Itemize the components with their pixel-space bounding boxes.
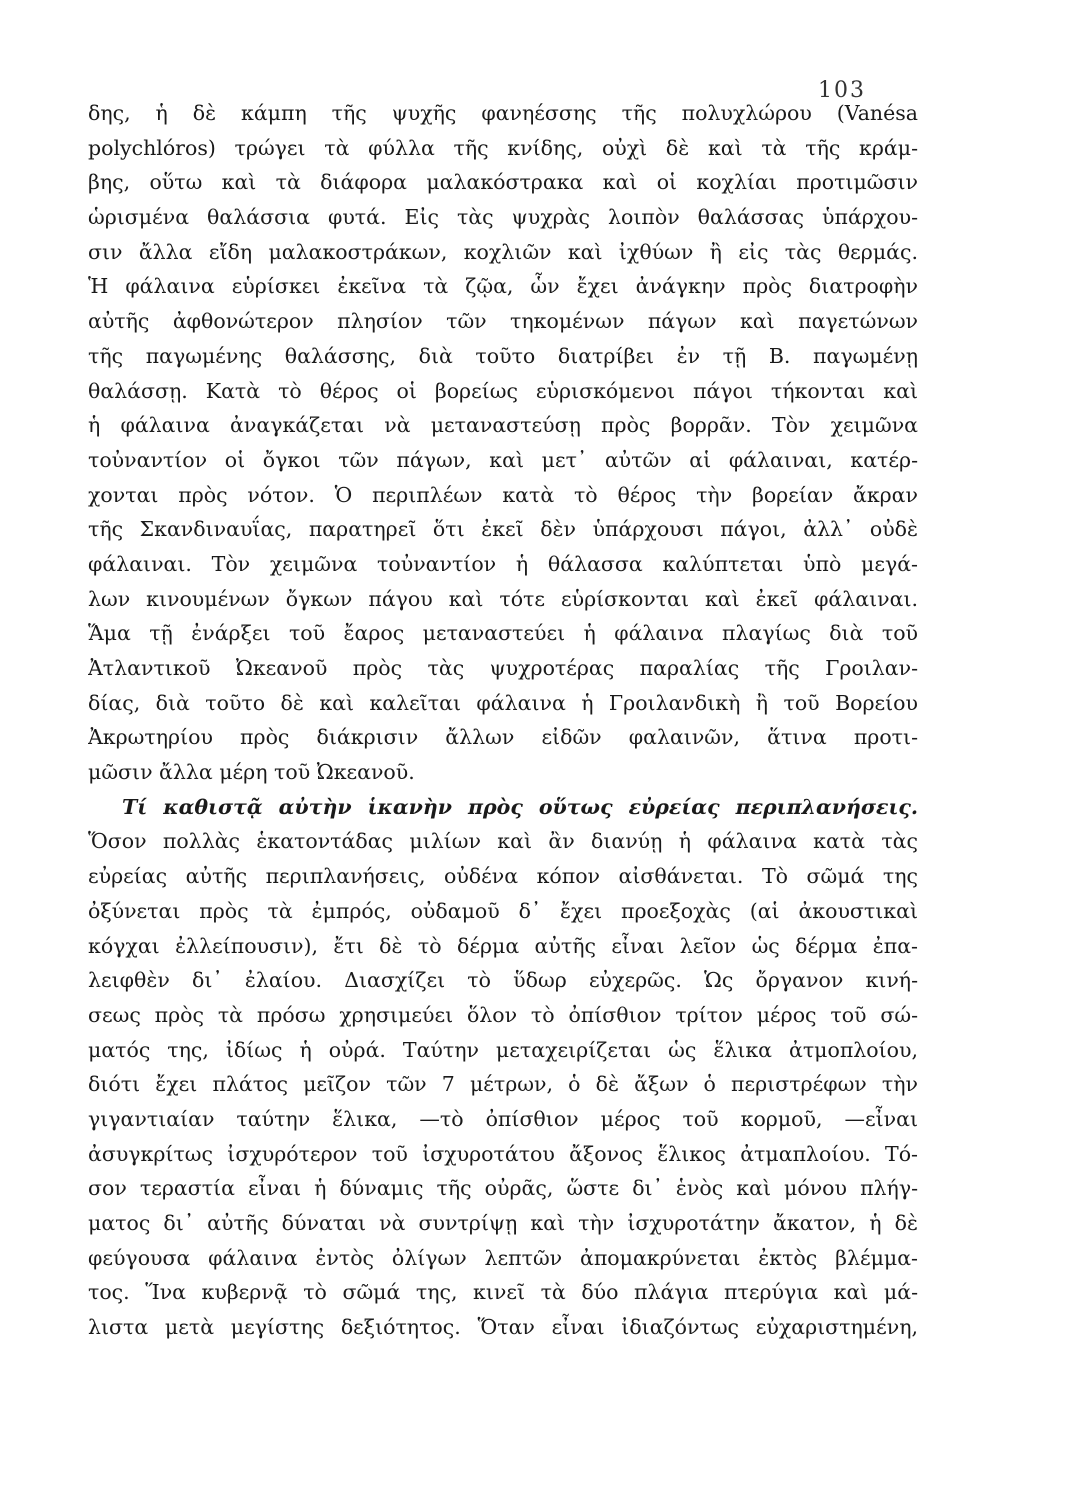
- text-line: Ἡ φάλαινα εὑρίσκει ἐκεῖνα τὰ ζῷα, ὧν ἔχει ἀνάγκην πρὸς διατροφὴν: [88, 274, 918, 299]
- text-line: χονται πρὸς νότον. Ὁ περιπλέων κατὰ τὸ θέρος τὴν βορείαν ἄκραν: [88, 482, 918, 507]
- text-line: ὀξύνεται πρὸς τὰ ἐμπρός, οὐδαμοῦ δ᾽ ἔχει προεξοχὰς (αἱ ἀκουστικαὶ: [88, 898, 918, 923]
- text-line: φάλαιναι. Τὸν χειμῶνα τοὐναντίον ἡ θάλασσα καλύπτεται ὑπὸ μεγά-: [88, 551, 918, 576]
- text-line: Ἀτλαντικοῦ Ὠκεανοῦ πρὸς τὰς ψυχροτέρας παραλίας τῆς Γροιλαν-: [88, 656, 918, 680]
- text-line: θαλάσσῃ. Κατὰ τὸ θέρος οἱ βορείως εὑρισκόμενοι πάγοι τήκονται καὶ: [88, 378, 918, 403]
- text-line: τῆς Σκανδιναυΐας, παρατηρεῖ ὅτι ἐκεῖ δὲν ὑπάρχουσι πάγοι, ἀλλ᾽ οὐδὲ: [88, 517, 918, 542]
- text-line: Ὅσον πολλὰς ἑκατοντάδας μιλίων καὶ ἂν διανύῃ ἡ φάλαινα κατὰ τὰς: [88, 829, 918, 854]
- text-line: τῆς παγωμένης θαλάσσης, διὰ τοῦτο διατρίβει ἐν τῇ Β. παγωμένῃ: [88, 343, 918, 368]
- text-line: δίας, διὰ τοῦτο δὲ καὶ καλεῖται φάλαινα ἡ Γροιλανδικὴ ἢ τοῦ Βορείου: [88, 690, 918, 715]
- text-line: φεύγουσα φάλαινα ἐντὸς ὀλίγων λεπτῶν ἀπομακρύνεται ἐκτὸς βλέμμα-: [88, 1245, 918, 1270]
- text-line: λιστα μετὰ μεγίστης δεξιότητος. Ὅταν εἶναι ἰδιαζόντως εὐχαριστημένη,: [88, 1315, 918, 1340]
- text-line: λειφθὲν δι᾽ ἐλαίου. Διασχίζει τὸ ὕδωρ εὐχερῶς. Ὡς ὄργανον κινή-: [88, 968, 918, 993]
- text-line: ὡρισμένα θαλάσσια φυτά. Εἰς τὰς ψυχρὰς λοιπὸν θαλάσσας ὑπάρχου-: [88, 205, 918, 230]
- text-line: ματος δι᾽ αὐτῆς δύναται νὰ συντρίψῃ καὶ τὴν ἰσχυροτάτην ἄκατον, ἡ δὲ: [88, 1211, 918, 1235]
- page-number: 103: [818, 78, 866, 103]
- text-line: ἡ φάλαινα ἀναγκάζεται νὰ μεταναστεύσῃ πρὸς βορρᾶν. Τὸν χειμῶνα: [88, 413, 918, 438]
- text-line: σον τεραστία εἶναι ἡ δύναμις τῆς οὐρᾶς, ὥστε δι᾽ ἑνὸς καὶ μόνου πλήγ-: [88, 1176, 918, 1201]
- section-heading: Τί καθιστᾷ αὐτὴν ἱκανὴν πρὸς οὕτως εὐρείας περιπλανήσεις.: [122, 794, 918, 819]
- text-line: polychlóros) τρώγει τὰ φύλλα τῆς κνίδης, οὐχὶ δὲ καὶ τὰ τῆς κράμ-: [88, 135, 918, 160]
- page-body: [88, 96, 918, 1345]
- text-line: σεως πρὸς τὰ πρόσω χρησιμεύει ὅλον τὸ ὀπίσθιον τρίτον μέρος τοῦ σώ-: [88, 1002, 918, 1027]
- text-line: κόγχαι ἐλλείπουσιν), ἔτι δὲ τὸ δέρμα αὐτῆς εἶναι λεῖον ὡς δέρμα ἐπα-: [88, 933, 918, 958]
- text-line: βης, οὕτω καὶ τὰ διάφορα μαλακόστρακα καὶ οἱ κοχλίαι προτιμῶσιν: [88, 170, 918, 195]
- text-line: ματός της, ἰδίως ἡ οὐρά. Ταύτην μεταχειρίζεται ὡς ἕλικα ἀτμοπλοίου,: [88, 1037, 918, 1062]
- text-line: μῶσιν ἄλλα μέρη τοῦ Ὠκεανοῦ.: [88, 760, 415, 785]
- text-line: γιγαντιαίαν ταύτην ἕλικα, —τὸ ὀπίσθιον μέρος τοῦ κορμοῦ, —εἶναι: [88, 1106, 918, 1131]
- text-line: δης, ἡ δὲ κάμπη τῆς ψυχῆς φανηέσσης τῆς πολυχλώρου (Vanésa: [88, 101, 918, 125]
- text-line: εὐρείας αὐτῆς περιπλανήσεις, οὐδένα κόπον αἰσθάνεται. Τὸ σῶμά της: [88, 864, 918, 889]
- text-line: διότι ἔχει πλάτος μεῖζον τῶν 7 μέτρων, ὁ δὲ ἄξων ὁ περιστρέφων τὴν: [88, 1072, 918, 1097]
- text-line: σιν ἄλλα εἴδη μαλακοστράκων, κοχλιῶν καὶ ἰχθύων ἢ εἰς τὰς θερμάς.: [88, 239, 918, 264]
- text-line: τοὐναντίον οἱ ὄγκοι τῶν πάγων, καὶ μετ᾽ αὐτῶν αἱ φάλαιναι, κατέρ-: [88, 447, 918, 472]
- text-line: Ἅμα τῇ ἐνάρξει τοῦ ἔαρος μεταναστεύει ἡ φάλαινα πλαγίως διὰ τοῦ: [88, 621, 918, 646]
- text-line: λων κινουμένων ὄγκων πάγου καὶ τότε εὑρίσκονται καὶ ἐκεῖ φάλαιναι.: [88, 586, 918, 611]
- text-line: ἀσυγκρίτως ἰσχυρότερον τοῦ ἰσχυροτάτου ἄξονος ἕλικος ἀτμαπλοίου. Τό-: [88, 1141, 918, 1166]
- text-line: Ἀκρωτηρίου πρὸς διάκρισιν ἄλλων εἰδῶν φαλαινῶν, ἅτινα προτι-: [88, 725, 918, 750]
- text-line: τος. Ἵνα κυβερνᾷ τὸ σῶμά της, κινεῖ τὰ δύο πλάγια πτερύγια καὶ μά-: [88, 1280, 918, 1305]
- text-line: αὐτῆς ἀφθονώτερον πλησίον τῶν τηκομένων πάγων καὶ παγετώνων: [88, 309, 918, 334]
